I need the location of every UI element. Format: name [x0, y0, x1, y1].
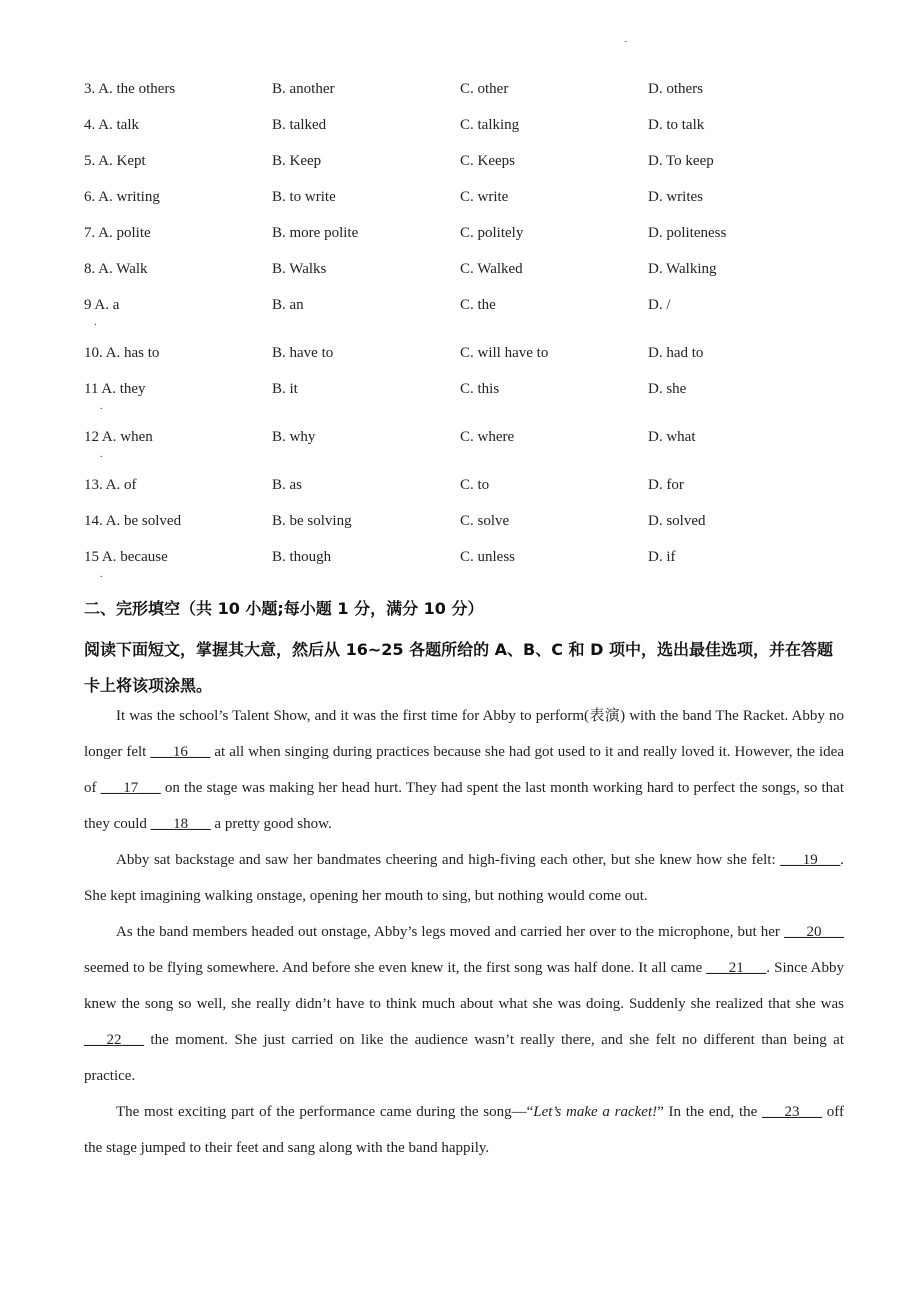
option-c: C. where	[460, 429, 515, 445]
option-c: C. the	[460, 297, 496, 313]
passage-text: on the stage was making her head hurt. They had spent the last month working hard to perfect the songs, so that they could	[84, 780, 845, 832]
cloze-passage	[84, 698, 844, 1166]
option-a: 5. A. Kept	[84, 153, 146, 169]
number-dot: .	[100, 569, 103, 580]
option-row	[84, 150, 844, 186]
option-a: 4. A. talk	[84, 117, 139, 133]
option-d: D. Walking	[648, 261, 717, 277]
blank-20: ___20___	[784, 924, 844, 940]
option-b: B. Walks	[272, 261, 327, 277]
option-d: D. solved	[648, 513, 706, 529]
option-c: C. this	[460, 381, 500, 397]
option-b: B. Keep	[272, 153, 322, 169]
option-row	[84, 114, 844, 150]
option-a: 8. A. Walk	[84, 261, 148, 277]
option-row	[84, 258, 844, 294]
song-title: Let’s make a racket!	[533, 1104, 658, 1120]
option-b: B. be solving	[272, 513, 352, 529]
option-row	[84, 342, 844, 378]
option-c: C. write	[460, 189, 509, 205]
option-row	[84, 546, 844, 582]
blank-17: ___17___	[100, 780, 161, 796]
passage-text: As the band members headed out onstage, Abby’s legs moved and carried her over to the microphone, but her	[116, 924, 784, 940]
blank-18: ___18___	[150, 816, 211, 832]
option-a: 12 A. when	[84, 429, 153, 445]
option-d: D. politeness	[648, 225, 727, 241]
option-a: 3. A. the others	[84, 81, 176, 97]
passage-text: . She kept imagining walking onstage, opening her mouth to sing, but nothing would come out.	[84, 852, 844, 904]
section-title: 二、完形填空（共 10 小题;每小题 1 分，满分 10 分）	[84, 599, 484, 618]
passage-paragraph	[84, 698, 844, 842]
option-a: 6. A. writing	[84, 189, 160, 205]
option-b: B. why	[272, 429, 316, 445]
passage-text: at all when singing during practices because she had got used to it and really loved it. However, the idea of	[84, 744, 845, 796]
option-c: C. talking	[460, 117, 520, 133]
option-c: C. will have to	[460, 345, 549, 361]
option-d: D. if	[648, 549, 676, 565]
passage-text: seemed to be flying somewhere. And before she even knew it, the first song was half done. It all came	[84, 960, 707, 976]
option-a: 14. A. be solved	[84, 513, 182, 529]
corner-mark: -	[624, 36, 628, 47]
option-d: D. To keep	[648, 153, 714, 169]
number-dot: .	[94, 317, 97, 328]
option-d: D. others	[648, 81, 703, 97]
option-row	[84, 510, 844, 546]
option-c: C. Walked	[460, 261, 523, 277]
option-a: 11 A. they	[84, 381, 146, 397]
passage-paragraph	[84, 1094, 844, 1166]
options-table	[84, 78, 844, 582]
option-b: B. as	[272, 477, 302, 493]
option-d: D. she	[648, 381, 687, 397]
option-c: C. unless	[460, 549, 516, 565]
passage-text: . Since Abby knew the song so well, she really didn’t have to think much about what she was doing. Suddenly she realized that she was	[84, 960, 844, 1012]
passage-text: a pretty good show.	[210, 816, 332, 832]
blank-21: ___21___	[706, 960, 767, 976]
option-row	[84, 294, 844, 342]
passage-text: the moment. She just carried on like the audience wasn’t really there, and she felt no different than being at practice.	[84, 1032, 844, 1084]
option-b: B. though	[272, 549, 332, 565]
option-b: B. have to	[272, 345, 334, 361]
blank-16: ___16___	[150, 744, 211, 760]
option-a: 7. A. polite	[84, 225, 151, 241]
option-row	[84, 186, 844, 222]
option-a: 15 A. because	[84, 549, 168, 565]
option-d: D. for	[648, 477, 684, 493]
option-c: C. Keeps	[460, 153, 515, 169]
option-b: B. to write	[272, 189, 336, 205]
option-d: D. what	[648, 429, 696, 445]
section-instruction: 阅读下面短文，掌握其大意，然后从 16~25 各题所给的 A、B、C 和 D 项中，选出最佳选项，并在答题卡上将该项涂黑。	[84, 640, 833, 695]
blank-19: ___19___	[780, 852, 841, 868]
passage-text: off the stage jumped to their feet and sang along with the band happily.	[84, 1104, 845, 1156]
option-c: C. other	[460, 81, 509, 97]
option-c: C. solve	[460, 513, 510, 529]
option-row	[84, 426, 844, 474]
passage-paragraph	[84, 842, 844, 914]
option-b: B. another	[272, 81, 335, 97]
option-row	[84, 378, 844, 426]
option-a: 13. A. of	[84, 477, 137, 493]
passage-text: ” In the end, the	[657, 1104, 763, 1120]
blank-23: ___23___	[762, 1104, 823, 1120]
option-a: 10. A. has to	[84, 345, 160, 361]
option-b: B. talked	[272, 117, 327, 133]
option-a: 9 A. a	[84, 297, 120, 313]
option-row	[84, 78, 844, 114]
option-row	[84, 474, 844, 510]
option-c: C. politely	[460, 225, 524, 241]
option-b: B. an	[272, 297, 304, 313]
option-c: C. to	[460, 477, 490, 493]
blank-22: ___22___	[84, 1032, 144, 1048]
option-d: D. writes	[648, 189, 703, 205]
passage-paragraph	[84, 914, 844, 1094]
option-d: D. /	[648, 297, 671, 313]
passage-text: Abby sat backstage and saw her bandmates cheering and high-fiving each other, but she knew how she felt:	[116, 852, 781, 868]
passage-text: It was the school’s Talent Show, and it was the first time for Abby to perform(表演) with the band The Racket. Abby no longer felt	[84, 708, 844, 760]
passage-text: The most exciting part of the performance came during the song—“	[116, 1104, 534, 1120]
option-d: D. had to	[648, 345, 704, 361]
option-b: B. more polite	[272, 225, 359, 241]
option-row	[84, 222, 844, 258]
option-d: D. to talk	[648, 117, 705, 133]
number-dot: .	[100, 401, 103, 412]
option-b: B. it	[272, 381, 298, 397]
number-dot: .	[100, 449, 103, 460]
